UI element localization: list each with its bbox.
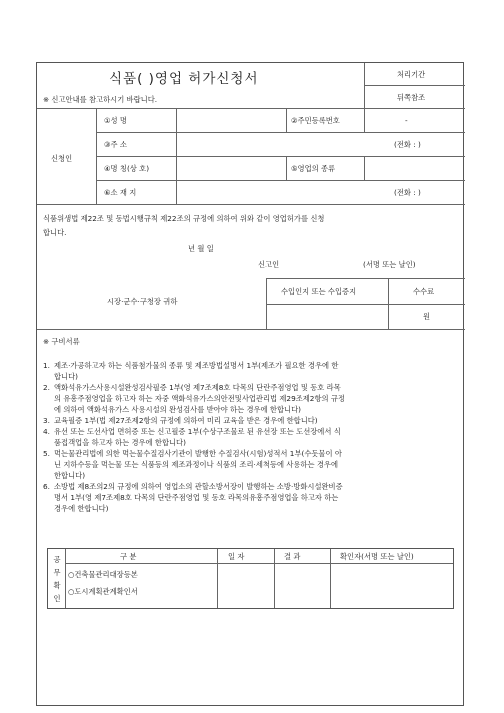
fee-unit: 원: [423, 312, 431, 321]
requirement-number: 3.: [43, 416, 50, 425]
addressee: 시장·군수·구청장 귀하: [107, 297, 178, 306]
signature-note: (서명 또는 날인): [363, 260, 416, 269]
fee-label: 수수료: [413, 287, 435, 296]
check-row-building-register[interactable]: ○건축물관리대장등본: [68, 570, 138, 579]
requirement-line: 경우에 한합니다): [54, 504, 109, 513]
applicant-section-label: 신청인: [51, 154, 73, 163]
col-category: 구 분: [120, 552, 137, 561]
official-check-label-1: 공: [53, 555, 61, 564]
statement-line1: 식품위생법 제22조 및 동법시행규칙 제22조의 규정에 의하여 위와 같이 영업허가를 신청: [43, 214, 325, 223]
requirement-line: 먹는물관리법에 의한 먹는물수질검사기관이 발행한 수질검사(시험)성적서 1부(수돗물이 아: [54, 449, 342, 458]
statement-line2: 합니다.: [43, 228, 67, 237]
requirement-number: 5.: [43, 449, 50, 458]
col-confirmer: 확인자(서명 또는 날인): [340, 552, 414, 561]
official-check-label-2: 무: [53, 568, 61, 577]
requirement-number: 2.: [43, 383, 50, 392]
location-phone[interactable]: (전화 : ): [394, 188, 421, 197]
requirement-item: [43, 448, 453, 481]
requirement-item: [43, 426, 453, 448]
requirement-line: 소방법 제8조의2의 규정에 의하여 영업소의 관할소방서장이 발행하는 소방·방화시설완비증: [54, 482, 343, 491]
business-type-label: ⑤영업의 종류: [291, 164, 336, 173]
requirements-heading: ※ 구비서류: [43, 337, 80, 346]
requirement-line: 제조·가공하고자 하는 식품첨가물의 종류 및 제조방법설명서 1부(제조가 필요한 경우에 한: [54, 361, 339, 370]
requirement-number: 1.: [43, 361, 50, 370]
requirement-line: 품접객업을 하고자 하는 경우에 한합니다): [54, 438, 186, 447]
rrn-field[interactable]: -: [405, 116, 408, 125]
col-date: 일 자: [228, 552, 245, 561]
requirement-line: 닌 지하수등을 먹는물 또는 식품등의 제조과정이나 식품의 조리·세척등에 사용하는 경우에: [54, 460, 338, 469]
requirement-line: 에 의하여 액화석유가스 사용시설의 완성검사를 받아야 하는 경우에 한합니다): [54, 405, 301, 414]
form-title: 식품( )영업 허가신청서: [109, 71, 259, 87]
requirement-line: 합니다): [54, 372, 78, 381]
address-phone[interactable]: (전화 : ): [394, 140, 421, 149]
requirement-line: 한합니다): [54, 471, 86, 480]
revenue-stamp-label: 수입인지 또는 수입증지: [281, 287, 357, 296]
requirement-line: 액화석유가스사용시설완성검사필증 1부(영 제7조제8호 다목의 단란주점영업 및 동호 라목: [54, 383, 341, 392]
rrn-label: ②주민등록번호: [291, 116, 340, 125]
applicant-signature-label: 신고인: [258, 260, 280, 269]
requirement-line: 의 유흥주점영업을 하고자 하는 자중 액화석유가스의안전및사업관리법 제29조제2항의 규정: [54, 394, 345, 403]
name-label: ①성 명: [104, 116, 127, 125]
requirement-item: [43, 481, 453, 514]
requirement-item: [43, 382, 453, 415]
col-result: 결 과: [284, 552, 301, 561]
location-label: ⑥소 재 지: [104, 188, 137, 197]
address-label: ③주 소: [104, 140, 127, 149]
processing-period-value: 뒤쪽참조: [397, 93, 426, 102]
official-check-label-4: 인: [53, 594, 61, 603]
processing-period-label: 처리기간: [397, 70, 426, 79]
requirement-item: [43, 360, 453, 382]
revenue-stamp-box[interactable]: [268, 306, 386, 327]
business-name-label: ④명 칭(상 호): [104, 164, 150, 173]
business-type-field[interactable]: [366, 158, 463, 178]
notice-text: ※ 신고안내를 참고하시기 바랍니다.: [43, 95, 158, 104]
business-name-field[interactable]: [178, 158, 284, 178]
application-form: [36, 62, 464, 706]
check-row-urban-plan[interactable]: ○도시계획관계확인서: [68, 587, 138, 596]
requirement-line: 유선 또는 도선사업 면허증 또는 신고필증 1부(수상구조물로 된 유선장 또는 도선장에서 식: [54, 427, 341, 436]
name-field[interactable]: [178, 110, 284, 130]
application-date[interactable]: 년 월 일: [188, 244, 214, 253]
official-check-label-3: 확: [53, 581, 61, 590]
requirements-list: [43, 360, 453, 514]
requirement-item: [43, 415, 453, 426]
requirement-line: 명서 1부(영 제7조제8호 다목의 단란주점영업 및 동호 라목의유흥주점영업을 하고자 하는: [54, 493, 339, 502]
requirement-number: 6.: [43, 482, 50, 491]
official-check-table: [47, 548, 454, 609]
requirement-number: 4.: [43, 427, 50, 436]
requirement-line: 교육필증 1부(법 제27조제2항의 규정에 의하여 미리 교육을 받은 경우에 한합니다): [54, 416, 318, 425]
